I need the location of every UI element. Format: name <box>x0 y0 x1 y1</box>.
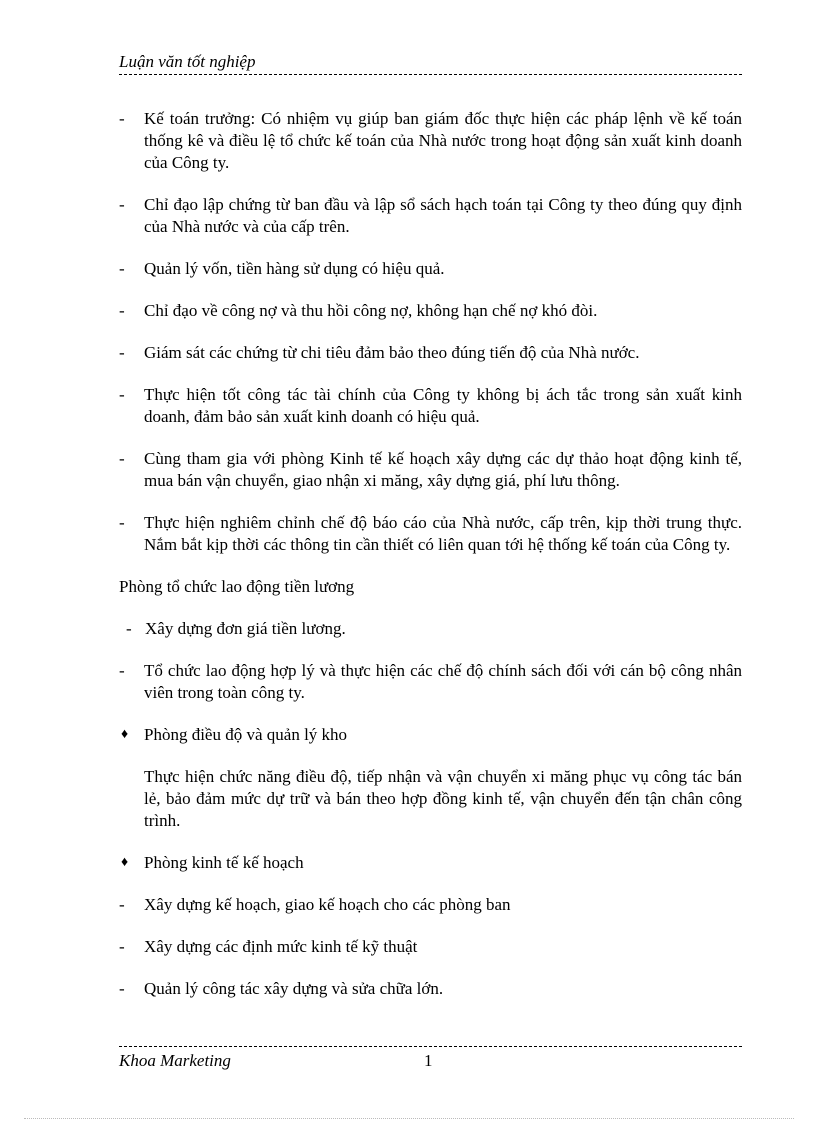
list-item-text: Quản lý công tác xây dựng và sửa chữa lớn. <box>144 979 444 998</box>
list-item <box>119 978 742 1000</box>
list-item <box>119 894 742 916</box>
section-heading-labor: Phòng tổ chức lao động tiền lương <box>119 577 355 596</box>
list-item <box>119 108 742 174</box>
list-item <box>119 660 742 704</box>
diamond-bullet-icon: ♦ <box>121 855 129 870</box>
dash-bullet: - <box>119 661 125 680</box>
list-item-text: Thực hiện tốt công tác tài chính của Công ty không bị ách tắc trong sản xuất kinh doanh, đảm bảo sản xuất kinh doanh có hiệu quả. <box>144 385 742 426</box>
section-paragraph: Thực hiện chức năng điều độ, tiếp nhận và vận chuyển xi măng phục vụ công tác bán lẻ, bảo đảm mức dự trữ và bán theo hợp đồng kinh tế, vận chuyển đến tận chân công trình. <box>144 767 742 830</box>
list-item-text: Xây dựng kế hoạch, giao kế hoạch cho các phòng ban <box>144 895 511 914</box>
dash-bullet: - <box>119 513 125 532</box>
list-item-text: Xây dựng đơn giá tiền lương. <box>145 619 346 638</box>
list-item-text: Cùng tham gia với phòng Kinh tế kế hoạch xây dựng các dự thảo hoạt động kinh tế, mua bán vận chuyển, giao nhận xi măng, xây dựng giá, phí lưu thông. <box>144 449 742 490</box>
footer-department: Khoa Marketing <box>119 1051 231 1070</box>
list-item <box>119 448 742 492</box>
list-item <box>119 618 742 640</box>
heading-text: Phòng điều độ và quản lý kho <box>144 725 348 744</box>
list-item-text: Tổ chức lao động hợp lý và thực hiện các chế độ chính sách đối với cán bộ công nhân viên trong toàn công ty. <box>144 661 742 702</box>
list-item <box>119 258 742 280</box>
list-item-text: Giám sát các chứng từ chi tiêu đảm bảo theo đúng tiến độ của Nhà nước. <box>144 343 640 362</box>
dash-bullet: - <box>119 195 125 214</box>
dash-bullet: - <box>119 301 125 320</box>
page-number: 1 <box>424 1051 433 1070</box>
list-item-text: Chỉ đạo về công nợ và thu hồi công nợ, không hạn chế nợ khó đòi. <box>144 301 598 320</box>
list-item-text: Quản lý vốn, tiền hàng sử dụng có hiệu quả. <box>144 259 445 278</box>
dash-bullet: - <box>119 895 125 914</box>
dash-bullet: - <box>126 619 132 638</box>
list-item-text: Xây dựng các định mức kinh tế kỹ thuật <box>144 937 418 956</box>
list-item-text: Thực hiện nghiêm chỉnh chế độ báo cáo của Nhà nước, cấp trên, kịp thời trung thực. Nắm bắt kịp thời các thông tin cần thiết có liên quan tới hệ thống kế toán của Công ty. <box>144 513 742 554</box>
dash-bullet: - <box>119 979 125 998</box>
header-title: Luận văn tốt nghiệp <box>119 52 256 71</box>
section-heading-planning <box>119 852 742 874</box>
document-body <box>119 108 742 1020</box>
dash-bullet: - <box>119 109 125 128</box>
dash-bullet: - <box>119 449 125 468</box>
section-heading-dispatch <box>119 724 742 746</box>
dash-bullet: - <box>119 937 125 956</box>
list-item <box>119 936 742 958</box>
list-item-text: Chỉ đạo lập chứng từ ban đầu và lập sổ sách hạch toán tại Công ty theo đúng quy định của Nhà nước và của cấp trên. <box>144 195 742 236</box>
heading-text: Phòng kinh tế kế hoạch <box>144 853 304 872</box>
list-item <box>119 384 742 428</box>
list-item <box>119 300 742 322</box>
page-header <box>119 52 742 75</box>
dash-bullet: - <box>119 343 125 362</box>
list-item <box>119 194 742 238</box>
page-edge-divider <box>24 1118 794 1119</box>
dash-bullet: - <box>119 385 125 404</box>
list-item-text: Kế toán trưởng: Có nhiệm vụ giúp ban giám đốc thực hiện các pháp lệnh về kế toán thống kê và điều lệ tổ chức kế toán của Nhà nước trong hoạt động sản xuất kinh doanh của Công ty. <box>144 109 742 172</box>
page-footer <box>119 1046 742 1073</box>
list-item <box>119 342 742 364</box>
list-item <box>119 512 742 556</box>
diamond-bullet-icon: ♦ <box>121 727 129 742</box>
dash-bullet: - <box>119 259 125 278</box>
